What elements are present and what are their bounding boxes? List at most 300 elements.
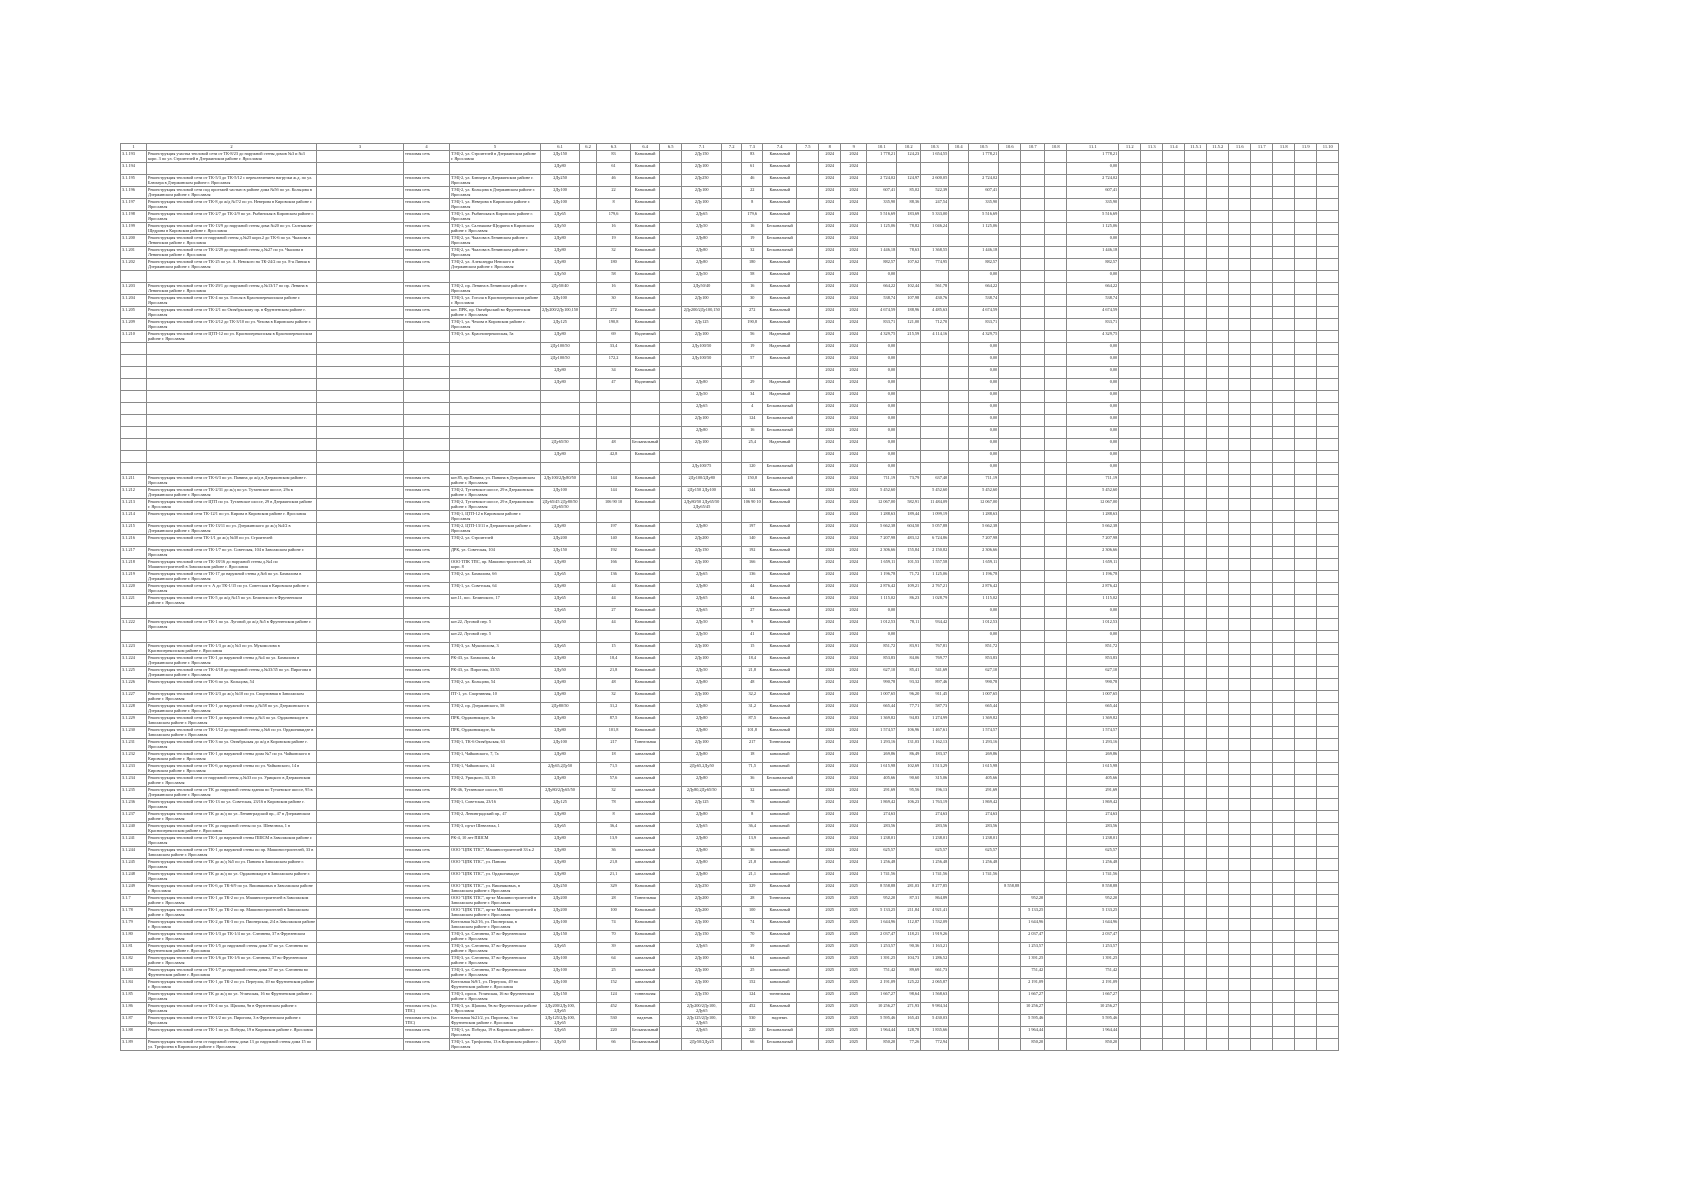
- cell-ins2: канальный: [763, 955, 797, 967]
- cell-empty: [722, 223, 742, 235]
- cell-y1: 2025: [819, 907, 841, 919]
- cell-empty: [1229, 943, 1251, 955]
- cell-empty: [317, 547, 404, 559]
- cell-empty: [1185, 319, 1207, 331]
- cell-empty: [1119, 607, 1141, 619]
- cell-empty: [949, 751, 969, 763]
- cell-empty: [722, 583, 742, 595]
- cell-empty: [1163, 499, 1185, 511]
- cell-d2: 2Ду65: [682, 211, 722, 223]
- cell-empty: [1207, 871, 1229, 883]
- cell-empty: [1141, 763, 1163, 775]
- cell-v3: [921, 355, 949, 367]
- cell-ins1: Канальный: [631, 283, 660, 295]
- cell-empty: [580, 775, 597, 787]
- cell-empty: [1273, 175, 1295, 187]
- cell-v2: 604,50: [897, 523, 921, 535]
- cell-id: [121, 439, 147, 451]
- cell-type: тепловая сеть: [404, 727, 450, 739]
- cell-v6: [999, 151, 1021, 163]
- cell-v2: 85,02: [897, 187, 921, 199]
- cell-empty: [1251, 967, 1273, 979]
- cell-addr: [450, 379, 541, 391]
- cell-v2: 121,00: [897, 319, 921, 331]
- cell-v5: 1 869,42: [969, 799, 999, 811]
- table-row: [121, 1015, 1339, 1027]
- column-header: 6.5: [660, 144, 682, 151]
- cell-d1: [541, 403, 580, 415]
- cell-empty: [797, 823, 819, 835]
- cell-t: 5 133,25: [1067, 907, 1119, 919]
- cell-v2: 77,26: [897, 1039, 921, 1051]
- cell-v3: 11 484,09: [921, 499, 949, 511]
- cell-v2: 281,03: [897, 883, 921, 895]
- cell-empty: [1163, 931, 1185, 943]
- cell-empty: [580, 799, 597, 811]
- cell-y1: 2024: [819, 223, 841, 235]
- cell-empty: [1317, 223, 1339, 235]
- cell-empty: [1141, 727, 1163, 739]
- cell-v2: 96,20: [897, 691, 921, 703]
- cell-empty: [660, 511, 682, 523]
- table-row: [121, 751, 1339, 763]
- cell-l2: 56: [742, 331, 763, 343]
- cell-empty: [1317, 1027, 1339, 1039]
- cell-empty: [580, 979, 597, 991]
- table-row: [121, 655, 1339, 667]
- cell-t: 851,72: [1067, 643, 1119, 655]
- cell-id: 3.1.84: [121, 979, 147, 991]
- cell-empty: [1163, 739, 1185, 751]
- cell-empty: [1207, 703, 1229, 715]
- cell-empty: [722, 187, 742, 199]
- cell-empty: [1185, 463, 1207, 475]
- cell-name: Реконструкция тепловой сети от ТК-1/3 до ж/д №3 по ул. Мукомолова в Красноперекопском районе г. Ярославля: [147, 643, 317, 655]
- cell-empty: [1317, 439, 1339, 451]
- cell-addr: [450, 271, 541, 283]
- cell-empty: [1119, 295, 1141, 307]
- cell-empty: [1119, 403, 1141, 415]
- cell-name: Реконструкция тепловой сети от ТК до ж/д по ул. Орджоникидзе в Заволжском районе г. Ярославля: [147, 871, 317, 883]
- cell-empty: [722, 739, 742, 751]
- cell-ins1: Канальный: [631, 883, 660, 895]
- cell-v5: [969, 1015, 999, 1027]
- cell-empty: [1207, 811, 1229, 823]
- cell-v6: [999, 667, 1021, 679]
- cell-d2: 2Ду50: [682, 271, 722, 283]
- cell-y2: 2024: [841, 535, 867, 547]
- cell-type: [404, 427, 450, 439]
- cell-v1: 607,41: [867, 187, 897, 199]
- cell-t: 335,90: [1067, 199, 1119, 211]
- cell-empty: [1273, 979, 1295, 991]
- cell-empty: [580, 487, 597, 499]
- cell-empty: [1229, 367, 1251, 379]
- cell-ins1: Канальный: [631, 295, 660, 307]
- cell-v5: 0,00: [969, 463, 999, 475]
- cell-empty: [317, 595, 404, 607]
- cell-v7: 5 595,46: [1021, 1015, 1045, 1027]
- cell-empty: [1273, 763, 1295, 775]
- cell-v1: 1 007,65: [867, 691, 897, 703]
- cell-d2: 2Ду150: [682, 151, 722, 163]
- cell-empty: [1185, 715, 1207, 727]
- cell-addr: ТЭЦ-2, ул. Кольцова в Дзержинском районе г. Ярославля: [450, 187, 541, 199]
- cell-empty: [1207, 679, 1229, 691]
- cell-l2: 120: [742, 463, 763, 475]
- cell-ins2: Бесканальный: [763, 1027, 797, 1039]
- cell-l1: 44: [597, 583, 631, 595]
- cell-l1: 48: [597, 439, 631, 451]
- cell-type: [404, 451, 450, 463]
- cell-empty: [1273, 427, 1295, 439]
- cell-id: [121, 463, 147, 475]
- cell-empty: [1185, 631, 1207, 643]
- cell-v2: 78,82: [897, 223, 921, 235]
- cell-id: 3.1.83: [121, 967, 147, 979]
- cell-empty: [1295, 1003, 1317, 1015]
- cell-empty: [1119, 523, 1141, 535]
- cell-ins1: Канальный: [631, 931, 660, 943]
- cell-y2: 2024: [841, 259, 867, 271]
- cell-empty: [1273, 463, 1295, 475]
- cell-ins1: Канальный: [631, 223, 660, 235]
- cell-addr: кот.11, пос. Белинского, 17: [450, 595, 541, 607]
- cell-empty: [1251, 259, 1273, 271]
- table-row: [121, 367, 1339, 379]
- cell-empty: [1163, 667, 1185, 679]
- cell-v6: [999, 703, 1021, 715]
- cell-empty: [1185, 1015, 1207, 1027]
- cell-t: 291,69: [1067, 787, 1119, 799]
- cell-empty: [797, 283, 819, 295]
- cell-v7: [1021, 631, 1045, 643]
- cell-empty: [1141, 295, 1163, 307]
- cell-t: 283,56: [1067, 823, 1119, 835]
- cell-empty: [317, 379, 404, 391]
- cell-empty: [1119, 391, 1141, 403]
- cell-v5: 0,00: [969, 451, 999, 463]
- cell-empty: [1141, 307, 1163, 319]
- cell-v5: 291,69: [969, 787, 999, 799]
- cell-empty: [1229, 391, 1251, 403]
- cell-v1: 5 662,38: [867, 523, 897, 535]
- cell-empty: [1119, 319, 1141, 331]
- cell-empty: [1317, 487, 1339, 499]
- cell-empty: [722, 247, 742, 259]
- cell-empty: [1229, 715, 1251, 727]
- cell-v6: [999, 739, 1021, 751]
- cell-type: тепловая сеть: [404, 799, 450, 811]
- cell-empty: [1317, 319, 1339, 331]
- cell-addr: ТЭЦ-2, ул. Чкалова в Ленинском районе г. Ярославля: [450, 247, 541, 259]
- cell-empty: [1141, 199, 1163, 211]
- cell-name: Реконструкция тепловой сети под проезжей частью в районе дома №5б по ул. Кольцова в Дзержинском районе г. Ярославля: [147, 187, 317, 199]
- cell-empty: [317, 667, 404, 679]
- cell-empty: [1251, 367, 1273, 379]
- cell-empty: [1141, 475, 1163, 487]
- cell-empty: [1317, 151, 1339, 163]
- cell-empty: [1317, 607, 1339, 619]
- cell-y2: 2024: [841, 595, 867, 607]
- cell-empty: [1185, 307, 1207, 319]
- cell-empty: [1207, 163, 1229, 175]
- cell-v6: [999, 631, 1021, 643]
- cell-id: [121, 607, 147, 619]
- cell-empty: [1295, 931, 1317, 943]
- cell-empty: [1185, 475, 1207, 487]
- cell-empty: [580, 703, 597, 715]
- cell-addr: ООО "ЦПК ТПС", ул. Орджоникидзе: [450, 871, 541, 883]
- cell-empty: [660, 991, 682, 1003]
- cell-empty: [1229, 331, 1251, 343]
- cell-empty: [1273, 319, 1295, 331]
- cell-empty: [1317, 715, 1339, 727]
- cell-empty: [1185, 823, 1207, 835]
- cell-empty: [1185, 811, 1207, 823]
- cell-l1: 34: [597, 367, 631, 379]
- cell-t: 0,00: [1067, 235, 1119, 247]
- cell-v1: 0,00: [867, 451, 897, 463]
- cell-d1: 2Ду50: [541, 1039, 580, 1051]
- cell-empty: [1251, 343, 1273, 355]
- cell-empty: [949, 835, 969, 847]
- cell-id: 3.1.224: [121, 655, 147, 667]
- cell-empty: [580, 463, 597, 475]
- cell-v6: [999, 403, 1021, 415]
- cell-type: тепловая сеть: [404, 259, 450, 271]
- cell-empty: [1207, 1039, 1229, 1051]
- cell-empty: [580, 595, 597, 607]
- cell-empty: [1207, 859, 1229, 871]
- column-header: 11.3: [1141, 144, 1163, 151]
- cell-empty: [1185, 775, 1207, 787]
- cell-d2: 2Ду100: [682, 919, 722, 931]
- cell-empty: [1141, 175, 1163, 187]
- cell-empty: [1207, 835, 1229, 847]
- cell-id: 3.1.205: [121, 307, 147, 319]
- cell-ins2: Канальный: [763, 619, 797, 631]
- cell-empty: [1185, 223, 1207, 235]
- cell-v2: [897, 631, 921, 643]
- cell-empty: [1273, 223, 1295, 235]
- cell-l1: 47: [597, 379, 631, 391]
- cell-empty: [1273, 391, 1295, 403]
- cell-v3: 712,70: [921, 319, 949, 331]
- cell-empty: [1141, 223, 1163, 235]
- cell-empty: [660, 883, 682, 895]
- cell-addr: РК-46, Тутаевское шоссе, 95: [450, 787, 541, 799]
- cell-ins2: Канальный: [763, 283, 797, 295]
- cell-y1: 2025: [819, 991, 841, 1003]
- cell-empty: [1119, 367, 1141, 379]
- cell-empty: [1251, 571, 1273, 583]
- cell-empty: [1045, 151, 1067, 163]
- cell-d2: 2Ду80: [682, 871, 722, 883]
- cell-l1: 144: [597, 475, 631, 487]
- cell-empty: [1251, 643, 1273, 655]
- cell-ins2: Канальный: [763, 907, 797, 919]
- table-row: [121, 763, 1339, 775]
- cell-empty: [1229, 247, 1251, 259]
- cell-l1: 46: [597, 175, 631, 187]
- cell-empty: [949, 727, 969, 739]
- cell-v1: 0,00: [867, 379, 897, 391]
- cell-empty: [1251, 715, 1273, 727]
- cell-empty: [1229, 955, 1251, 967]
- cell-empty: [1273, 811, 1295, 823]
- cell-empty: [1317, 535, 1339, 547]
- cell-empty: [1207, 319, 1229, 331]
- cell-l1: 64: [597, 955, 631, 967]
- cell-y1: 2024: [819, 199, 841, 211]
- cell-id: 3.1.204: [121, 295, 147, 307]
- cell-l2: 74: [742, 919, 763, 931]
- cell-empty: [797, 199, 819, 211]
- cell-v3: 315,06: [921, 775, 949, 787]
- cell-name: Реконструкция тепловой сети от ЦТП-12 по ул. Красноперекопская в Красноперекопском районе г. Ярославля: [147, 331, 317, 343]
- cell-v5: 538,74: [969, 295, 999, 307]
- cell-d2: 2Ду200: [682, 907, 722, 919]
- cell-v7: [1021, 427, 1045, 439]
- cell-ins2: Канальный: [763, 883, 797, 895]
- cell-empty: [949, 319, 969, 331]
- cell-name: [147, 271, 317, 283]
- cell-v3: 4 114,16: [921, 331, 949, 343]
- cell-d2: 2Ду200: [682, 895, 722, 907]
- cell-ins2: Надземный: [763, 391, 797, 403]
- cell-v1: 269,86: [867, 751, 897, 763]
- cell-name: Реконструкция тепловой сети от ТК-4 по ул. Гоголя в Красноперекопском районе г. Ярославля: [147, 295, 317, 307]
- cell-empty: [1273, 199, 1295, 211]
- cell-empty: [1141, 271, 1163, 283]
- cell-empty: [1207, 259, 1229, 271]
- cell-empty: [1251, 295, 1273, 307]
- cell-empty: [1207, 823, 1229, 835]
- cell-addr: кот. ПРК, пр. Октябрьский во Фрунзенском районе г. Ярославля: [450, 307, 541, 319]
- cell-v5: 0,00: [969, 343, 999, 355]
- cell-empty: [1207, 247, 1229, 259]
- cell-empty: [1317, 1015, 1339, 1027]
- cell-v2: 95,56: [897, 787, 921, 799]
- table-row: [121, 955, 1339, 967]
- cell-l2: 58: [742, 271, 763, 283]
- cell-addr: ООО "ЦПК ТПС", ул. Вишняковых, в Заволжском районе г. Ярославля: [450, 883, 541, 895]
- cell-empty: [660, 907, 682, 919]
- cell-addr: ТЭЦ-1, Чайковского, 7, 7а: [450, 751, 541, 763]
- cell-empty: [660, 607, 682, 619]
- cell-empty: [660, 763, 682, 775]
- cell-empty: [660, 163, 682, 175]
- cell-empty: [1141, 871, 1163, 883]
- cell-v1: 833,71: [867, 319, 897, 331]
- cell-empty: [317, 247, 404, 259]
- cell-id: 3.1.220: [121, 583, 147, 595]
- cell-v2: 89,69: [897, 967, 921, 979]
- cell-empty: [1229, 595, 1251, 607]
- cell-empty: [1251, 427, 1273, 439]
- cell-empty: [797, 871, 819, 883]
- cell-d2: 2Ду100: [682, 295, 722, 307]
- cell-v2: [897, 847, 921, 859]
- cell-empty: [1295, 751, 1317, 763]
- cell-v7: [1021, 511, 1045, 523]
- cell-t: 0,00: [1067, 451, 1119, 463]
- cell-empty: [1141, 247, 1163, 259]
- cell-empty: [722, 643, 742, 655]
- cell-t: 0,00: [1067, 607, 1119, 619]
- cell-empty: [1317, 727, 1339, 739]
- cell-empty: [1185, 451, 1207, 463]
- cell-empty: [1251, 211, 1273, 223]
- cell-ins2: Бесканальный: [763, 475, 797, 487]
- cell-empty: [1185, 991, 1207, 1003]
- cell-empty: [1295, 175, 1317, 187]
- cell-v2: 106,96: [897, 727, 921, 739]
- cell-empty: [317, 979, 404, 991]
- cell-empty: [1141, 1015, 1163, 1027]
- cell-type: тепловая сеть: [404, 523, 450, 535]
- cell-name: Реконструкция тепловой сети от ТК-6 по ул. Кольцова, 54: [147, 679, 317, 691]
- cell-empty: [1207, 895, 1229, 907]
- cell-d1: 2Ду200/2Ду100, 2Ду65: [541, 1003, 580, 1015]
- cell-y1: 2024: [819, 559, 841, 571]
- cell-type: тепловая сеть: [404, 883, 450, 895]
- cell-empty: [1251, 607, 1273, 619]
- cell-id: 3.1.230: [121, 727, 147, 739]
- cell-addr: [450, 427, 541, 439]
- cell-type: тепловая сеть: [404, 931, 450, 943]
- cell-empty: [580, 451, 597, 463]
- cell-l2: 64: [742, 955, 763, 967]
- cell-empty: [1295, 427, 1317, 439]
- cell-empty: [660, 979, 682, 991]
- cell-empty: [1163, 475, 1185, 487]
- cell-empty: [1185, 403, 1207, 415]
- cell-empty: [1251, 691, 1273, 703]
- cell-v6: [999, 907, 1021, 919]
- cell-type: тепловая сеть (эл. ТПС): [404, 1015, 450, 1027]
- cell-d2: 2Ду65: [682, 1027, 722, 1039]
- cell-empty: [797, 907, 819, 919]
- cell-v5: 1 196,78: [969, 571, 999, 583]
- cell-ins1: Канальный: [631, 583, 660, 595]
- cell-d2: [682, 451, 722, 463]
- cell-empty: [1045, 775, 1067, 787]
- cell-empty: [1251, 775, 1273, 787]
- column-header: 11.7: [1251, 144, 1273, 151]
- cell-empty: [1295, 199, 1317, 211]
- cell-v1: 627,10: [867, 667, 897, 679]
- cell-empty: [1251, 955, 1273, 967]
- cell-name: Реконструкция тепловой сети от ТК-6/3 по ул. Панина до ж/д в Дзержинском районе г. Ярославля: [147, 475, 317, 487]
- cell-empty: [722, 763, 742, 775]
- cell-d2: 2Ду100: [682, 955, 722, 967]
- cell-ins2: Канальный: [763, 667, 797, 679]
- cell-v5: 1 012,53: [969, 619, 999, 631]
- cell-empty: [1119, 811, 1141, 823]
- cell-name: Реконструкция тепловой сети от ТК-8 до ж/д №7/2 по ул. Неверова в Кировском районе г. Ярославля: [147, 199, 317, 211]
- cell-d2: 2Ду80: [682, 775, 722, 787]
- cell-ins1: Канальный: [631, 487, 660, 499]
- cell-empty: [1119, 727, 1141, 739]
- cell-v7: [1021, 763, 1045, 775]
- cell-l1: 32: [597, 247, 631, 259]
- cell-empty: [660, 619, 682, 631]
- cell-y1: 2025: [819, 943, 841, 955]
- cell-empty: [317, 199, 404, 211]
- cell-v1: 5 595,46: [867, 1015, 897, 1027]
